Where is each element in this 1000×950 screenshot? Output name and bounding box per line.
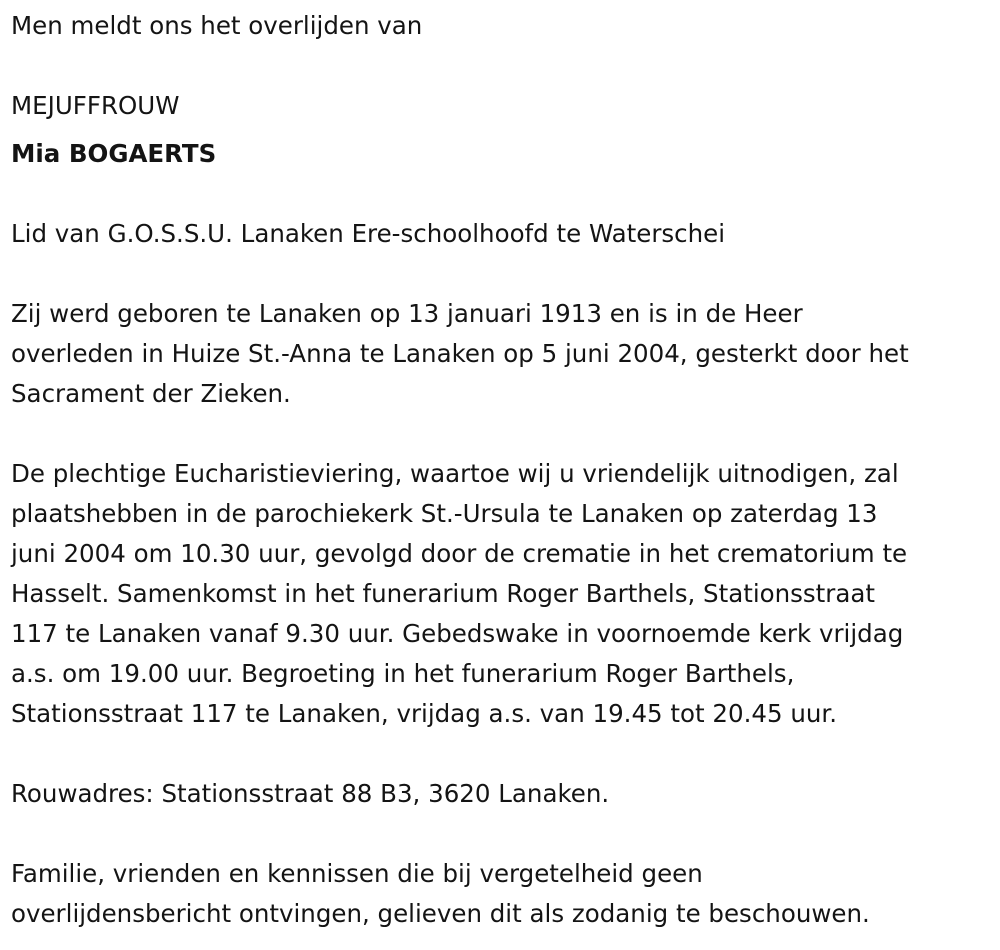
- paragraph-line: 117 te Lanaken vanaf 9.30 uur. Gebedswake in voornoemde kerk vrijdag: [11, 619, 904, 648]
- paragraph-line: De plechtige Eucharistieviering, waartoe wij u vriendelijk uitnodigen, zal: [11, 459, 899, 488]
- obituary-notice: [11, 6, 996, 934]
- paragraph-line: Hasselt. Samenkomst in het funerarium Roger Barthels, Stationsstraat: [11, 579, 875, 608]
- ceremony-paragraph: [11, 454, 996, 734]
- paragraph-line: Stationsstraat 117 te Lanaken, vrijdag a.s. van 19.45 tot 20.45 uur.: [11, 699, 838, 728]
- membership-text: Lid van G.O.S.S.U. Lanaken Ere-schoolhoofd te Waterschei: [11, 219, 726, 248]
- honorific-title: MEJUFFROUW: [11, 91, 180, 120]
- birth-death-paragraph: [11, 294, 996, 414]
- mourning-address: Rouwadres: Stationsstraat 88 B3, 3620 Lanaken.: [11, 779, 610, 808]
- paragraph-line: Familie, vrienden en kennissen die bij vergetelheid geen: [11, 859, 703, 888]
- intro-text: Men meldt ons het overlijden van: [11, 11, 423, 40]
- paragraph-line: Sacrament der Zieken.: [11, 379, 291, 408]
- paragraph-line: Zij werd geboren te Lanaken op 13 januari 1913 en is in de Heer: [11, 299, 803, 328]
- deceased-name: Mia BOGAERTS: [11, 139, 217, 168]
- closing-paragraph: [11, 854, 996, 934]
- paragraph-line: overleden in Huize St.-Anna te Lanaken op 5 juni 2004, gesterkt door het: [11, 339, 909, 368]
- paragraph-line: a.s. om 19.00 uur. Begroeting in het funerarium Roger Barthels,: [11, 659, 795, 688]
- paragraph-line: juni 2004 om 10.30 uur, gevolgd door de crematie in het crematorium te: [11, 539, 908, 568]
- paragraph-line: overlijdensbericht ontvingen, gelieven dit als zodanig te beschouwen.: [11, 899, 870, 928]
- paragraph-line: plaatshebben in de parochiekerk St.-Ursula te Lanaken op zaterdag 13: [11, 499, 878, 528]
